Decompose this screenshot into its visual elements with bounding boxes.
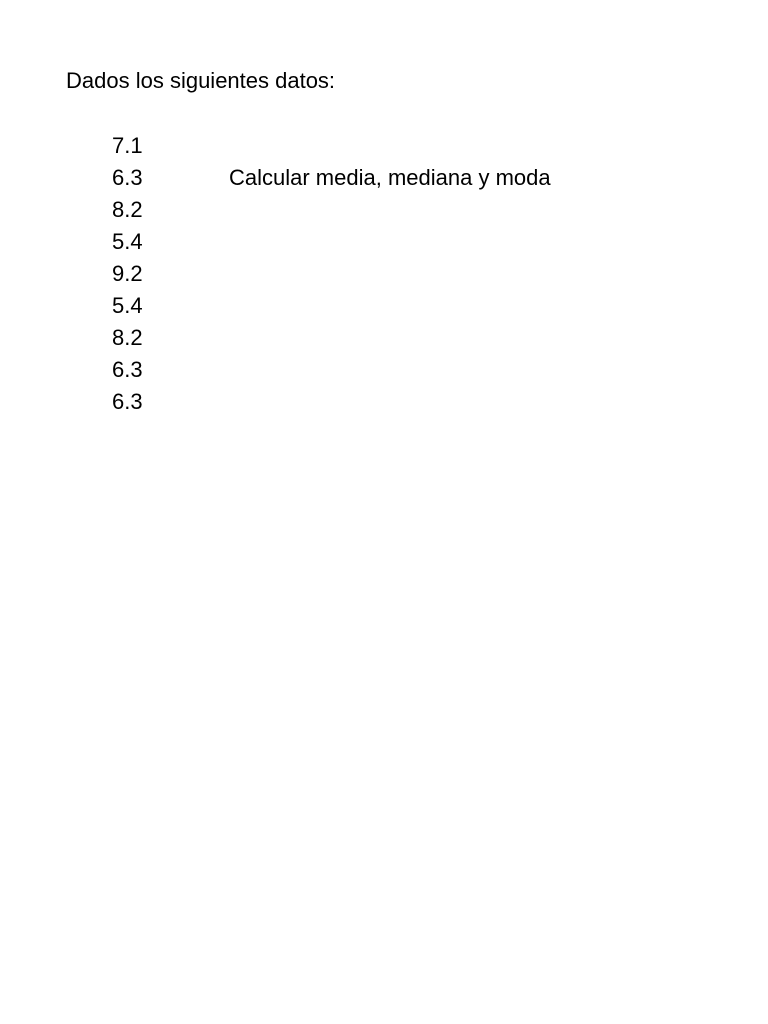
data-value: 8.2	[112, 197, 143, 222]
data-value: 5.4	[112, 293, 143, 318]
intro-text: Dados los siguientes datos:	[66, 68, 336, 93]
data-value: 9.2	[112, 261, 143, 286]
data-value: 6.3	[112, 357, 143, 382]
data-value: 6.3	[112, 389, 143, 414]
data-value: 8.2	[112, 325, 143, 350]
data-values-list	[112, 130, 143, 418]
data-value: 6.3	[112, 165, 143, 190]
data-value: 5.4	[112, 229, 143, 254]
data-value: 7.1	[112, 133, 143, 158]
instruction-text: Calcular media, mediana y moda	[229, 165, 551, 190]
